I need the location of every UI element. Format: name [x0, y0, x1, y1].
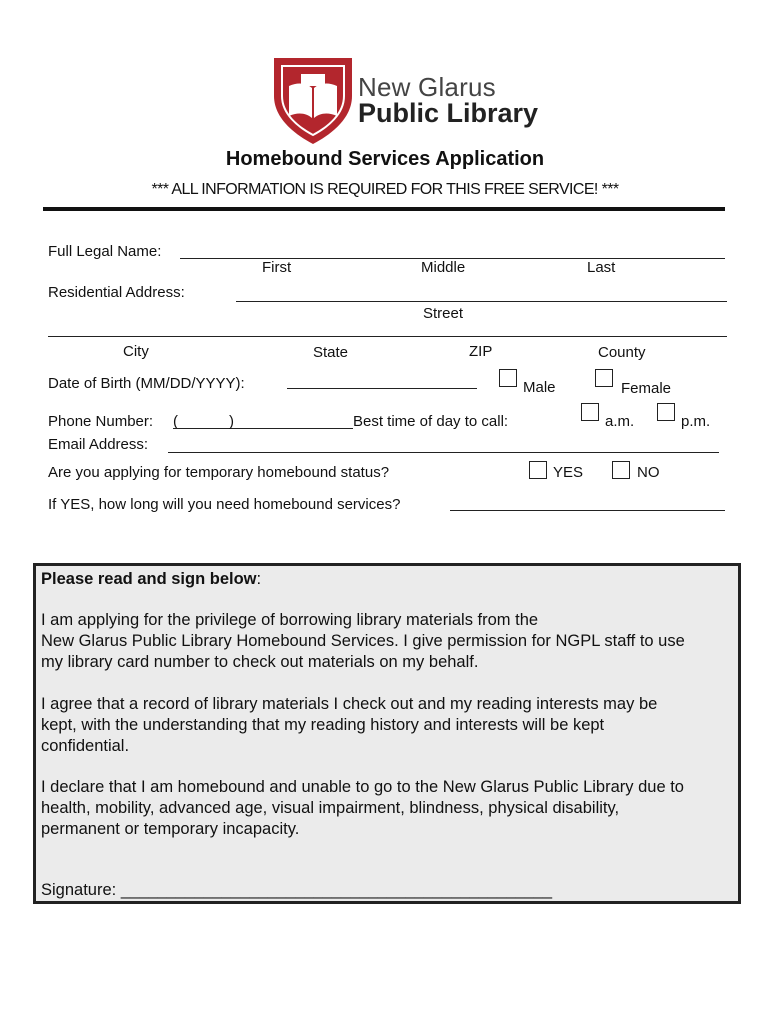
book-icon: [289, 84, 312, 118]
temporary-question: Are you applying for temporary homebound status?: [48, 464, 390, 481]
agreement-heading-colon: :: [256, 570, 262, 588]
para1-line1: I am applying for the privilege of borrowing library materials from the: [41, 611, 539, 629]
para2-line3: confidential.: [41, 737, 130, 755]
last-name-caption: Last: [587, 259, 616, 276]
male-label: Male: [523, 379, 556, 396]
pm-label: p.m.: [681, 413, 711, 430]
phone-field[interactable]: [173, 428, 353, 429]
male-checkbox[interactable]: [499, 369, 517, 387]
signature-label: Signature:: [41, 881, 117, 899]
para2-line1: I agree that a record of library materials I check out and my reading interests may be: [41, 695, 658, 713]
agreement-heading-text: Please read and sign below: [41, 570, 257, 588]
para3-line3: permanent or temporary incapacity.: [41, 820, 300, 838]
logo-name-line1: New Glarus: [358, 72, 496, 102]
state-caption: State: [313, 344, 349, 361]
signature-field[interactable]: _______________________________________________: [120, 881, 553, 899]
city-caption: City: [123, 343, 149, 360]
street-field[interactable]: [236, 301, 727, 302]
best-time-label: Best time of day to call:: [353, 413, 509, 430]
zip-caption: ZIP: [469, 343, 493, 360]
dob-label: Date of Birth (MM/DD/YYYY):: [48, 375, 245, 392]
no-label: NO: [637, 464, 660, 481]
pm-checkbox[interactable]: [657, 403, 675, 421]
female-checkbox[interactable]: [595, 369, 613, 387]
para3-line1: I declare that I am homebound and unable to go to the New Glarus Public Library due to: [41, 778, 684, 796]
dob-field[interactable]: [287, 388, 477, 389]
female-label: Female: [621, 380, 672, 397]
required-notice: *** ALL INFORMATION IS REQUIRED FOR THIS FREE SERVICE! ***: [151, 181, 619, 198]
no-checkbox[interactable]: [612, 461, 630, 479]
para2-line2: kept, with the understanding that my reading history and interests will be kept: [41, 716, 605, 734]
phone-label: Phone Number:: [48, 413, 154, 430]
logo-name-line2: Public Library: [358, 98, 539, 128]
first-name-caption: First: [262, 259, 292, 276]
divider: [43, 207, 725, 211]
am-label: a.m.: [605, 413, 635, 430]
address-label: Residential Address:: [48, 284, 185, 301]
full-name-label: Full Legal Name:: [48, 243, 162, 260]
yes-checkbox[interactable]: [529, 461, 547, 479]
duration-question: If YES, how long will you need homebound services?: [48, 496, 401, 513]
yes-label: YES: [553, 464, 584, 481]
agreement-heading: [41, 568, 261, 590]
email-label: Email Address:: [48, 436, 149, 453]
am-checkbox[interactable]: [581, 403, 599, 421]
city-state-zip-field[interactable]: [48, 336, 727, 337]
phone-open-paren: (: [173, 413, 178, 430]
county-caption: County: [598, 344, 646, 361]
page-title: Homebound Services Application: [225, 148, 545, 170]
para1-line2: New Glarus Public Library Homebound Services. I give permission for NGPL staff to use: [41, 632, 685, 650]
para3-line2: health, mobility, advanced age, visual impairment, blindness, physical disability,: [41, 799, 620, 817]
street-caption: Street: [423, 305, 464, 322]
email-field[interactable]: [168, 452, 719, 453]
middle-name-caption: Middle: [421, 259, 466, 276]
para1-line3: my library card number to check out materials on my behalf.: [41, 653, 479, 671]
phone-close-paren: ): [229, 413, 234, 430]
signature-row: [41, 879, 552, 901]
duration-field[interactable]: [450, 510, 725, 511]
shield-icon: [274, 58, 352, 144]
